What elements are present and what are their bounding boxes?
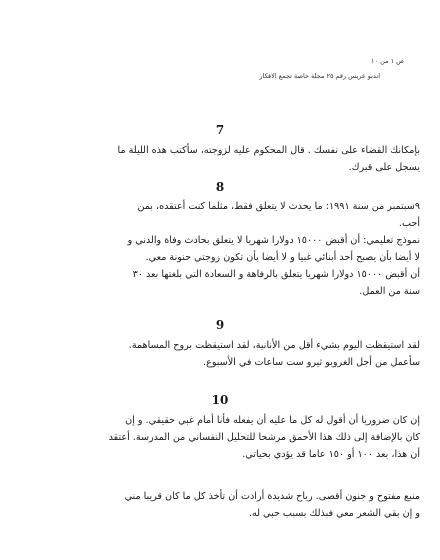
text-line: ٩سبتمبر من سنة ١٩٩١: ما يحدث لا يتعلق فقط، مثلما كنت أعتقده، بمن <box>137 201 420 212</box>
section-paragraph <box>20 142 420 176</box>
section-paragraph <box>20 337 420 371</box>
section-paragraph <box>20 198 420 300</box>
text-line: نموذج تعليمي: أن أقبض ١٥٠٠٠ دولارا شهريا لا يتعلق بحادث وفاة والدني و <box>127 235 420 246</box>
text-line: لا أيضا بأن يصبح أحد أبنائي غبيا و لا أيضا بأن تكون زوجتي حنونة معي. <box>145 252 420 263</box>
section-paragraph <box>20 412 420 463</box>
text-line: بإمكانك القضاء على نفسك . قال المحكوم عليه لزوجته، سأكتب هذه الليلة ما <box>117 145 420 156</box>
section-number: 10 <box>211 393 229 407</box>
text-line: أن هذا، بعد ١٠٠ أو ١٥٠ عاما قد يؤدي بحياتي. <box>242 449 420 460</box>
text-line: سنة من العمل. <box>359 286 420 297</box>
text-line: إن كان ضروريا أن أقول له كل ما عليه أن يفعله فأنا أمام غبي حقيقي. و إن <box>125 415 420 426</box>
text-line: سأعمل من أجل الغروبو ثيرو ست ساعات في الأسبوع. <box>203 357 420 368</box>
section-number: 9 <box>215 318 225 332</box>
text-line: و إن بقي الشعر معي فبذلك بسبب حبي له. <box>248 508 420 519</box>
section-number: 8 <box>215 180 225 194</box>
text-line: يسجل على قبرك. <box>348 162 420 173</box>
text-line: أحب. <box>398 218 420 229</box>
text-line: لقد استيقظت اليوم بشيء أقل من الأنانية، لقد استيقظت بروح المساهمة. <box>128 340 420 351</box>
page-number-label: ص ١ من ١٠ <box>371 57 404 65</box>
text-line: كان بالإضافة إلى ذلك هذا الأحمق مرشحا للتحليل النفساني من المدرسة. أعتقد <box>108 432 420 443</box>
journal-header: اندبو عريس رقم ٢٥ مجلة خاصة تجمع الافكار <box>259 72 380 80</box>
section-paragraph <box>20 488 420 522</box>
section-number: 7 <box>215 123 225 137</box>
text-line: منبع مفتوح و جنون أقصى. رياح شديدة أرادت أن تأخذ كل ما كان قريبا مني <box>124 491 420 502</box>
text-line: أن أقبض ١٥٠٠٠ دولارا شهريا يتعلق بالرفاهة و السعادة التي بلغتها بعد ٣٠ <box>132 269 420 280</box>
